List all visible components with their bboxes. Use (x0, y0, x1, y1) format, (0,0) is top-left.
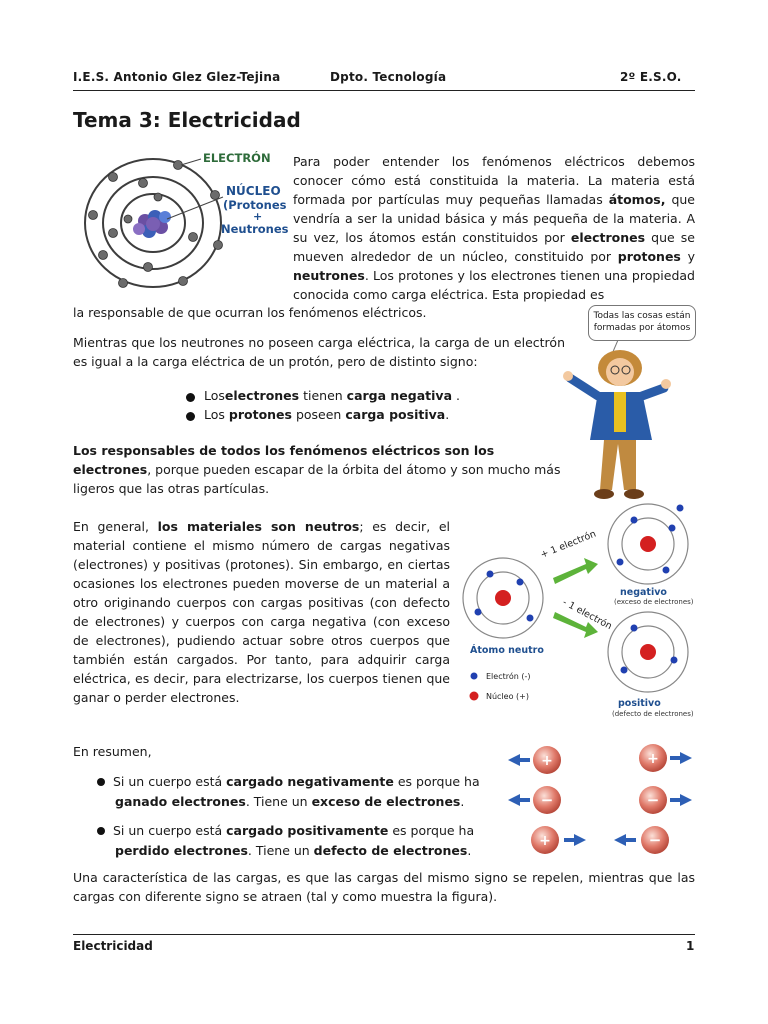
bullet-bold: electrones (224, 388, 300, 403)
responsible-bold: Los responsables de todos los fenómenos eléctricos son los electrones (73, 443, 495, 477)
charge-sign: − (646, 791, 660, 809)
arrow-left-icon (508, 794, 530, 806)
bullet-bold: protones (228, 407, 292, 422)
intro-text-2: que vendría a ser la unidad básica y más pequeña de la materia. A su vez, los átomos están constituidos por (293, 192, 695, 245)
negative-label: negativo (620, 587, 667, 598)
charge-sign: − (648, 831, 662, 849)
summary-bullet-positive (97, 821, 502, 861)
intro-bold-atoms: átomos, (608, 192, 666, 207)
summary-bold: cargado negativamente (226, 774, 394, 789)
responsible-rest: , porque pueden escapar de la órbita del átomo y son mucho más ligeros que las otras partículas. (73, 462, 561, 496)
bullet-dot (97, 827, 105, 835)
positive-label: positivo (618, 698, 661, 709)
bullet-dot (186, 393, 195, 402)
intro-bold-electrons: electrones (570, 230, 646, 245)
summary-bullet-negative (97, 772, 502, 812)
neutral-atom (463, 558, 543, 638)
charge-sign: − (540, 791, 554, 809)
legend-electron-dot (471, 673, 478, 680)
summary-text: es porque ha (388, 823, 475, 838)
intro-text-3: que se mueven alrededor de un núcleo, constituido por (293, 230, 695, 264)
summary-bold: cargado positivamente (226, 823, 389, 838)
speech-bubble-text: Todas las cosas están formadas por átomos (593, 311, 691, 333)
charge-paragraph: Mientras que los neutrones no poseen carga eléctrica, la carga de un electrón es igual a la carga eléctrica de un protón, pero de distinto signo: (73, 335, 565, 369)
electron-pointer (181, 159, 201, 165)
general-paragraph (73, 517, 450, 707)
negative-sub-label: (exceso de electrones) (614, 598, 694, 606)
nucleus (133, 210, 171, 238)
arrow-left-icon (614, 834, 636, 846)
summary-intro: En resumen, (73, 744, 152, 759)
charge-sign: + (541, 753, 553, 769)
footer-rule (73, 934, 695, 935)
general-text-2: ; es decir, el material contiene el mismo número de cargas negativas (electrones) y positivas (protones). Sin embargo, en ciertas ocasiones los electrones pueden moverse de un material a otro originando cuerpos con cargas positivas (con defecto de electrones) y cuerpos con carga negativa (con exceso de electrones), pudiendo actuar sobre otros cuerpos que también están cargados. Por tanto, para adquirir carga eléctrica, es decir, para electrizarse, los cuerpos tienen que ganar o perder electrones. (73, 519, 450, 705)
summary-bold: exceso de electrones (311, 794, 461, 809)
general-bold: los materiales son neutros (157, 519, 360, 534)
header-department: Dpto. Tecnología (330, 70, 447, 84)
charges-interaction-diagram (500, 742, 700, 860)
summary-text: es porque ha (393, 774, 480, 789)
bullet-dot (97, 778, 105, 786)
speech-bubble (588, 305, 696, 341)
footer-title: Electricidad (73, 939, 153, 953)
bullet-text: . (445, 407, 450, 422)
charge-bullet-electrons (186, 388, 460, 403)
neutral-atom-label: Átomo neutro (470, 645, 544, 656)
bullet-dot (186, 412, 195, 421)
intro-bold-protons: protones (617, 249, 681, 264)
scientist-illustration (560, 340, 680, 505)
pair-plus-minus (531, 826, 669, 854)
bullet-text: poseen (291, 407, 346, 422)
nucleus-protons-label: (Protones (223, 198, 287, 212)
summary-text: . (460, 794, 465, 809)
general-text-1: En general, (73, 519, 158, 534)
header-rule (73, 90, 695, 91)
minus-electron-label: - 1 electrón (560, 596, 614, 633)
summary-text: Si un cuerpo está (113, 823, 227, 838)
legend-nucleus-dot (470, 692, 479, 701)
plus-electron-label: + 1 electrón (539, 528, 598, 561)
bullet-text: Los (204, 407, 229, 422)
pair-minus-minus (508, 786, 692, 814)
nucleus-neutrons-label: Neutrones (221, 222, 289, 236)
positive-ion (608, 612, 688, 692)
responsible-paragraph (73, 441, 563, 498)
intro-text-5: . Los protones y los electrones tienen una propiedad conocida como carga eléctrica. Esta propiedad es (293, 268, 695, 302)
bullet-text: Los (204, 388, 225, 403)
nucleus-label: NÚCLEO (226, 184, 281, 198)
arrow-right-icon (670, 752, 692, 764)
bullet-text: tienen (299, 388, 347, 403)
arrow-right-icon (564, 834, 586, 846)
arrow-left-icon (508, 754, 530, 766)
charge-bullet-protons (186, 407, 449, 422)
summary-text: . Tiene un (245, 794, 312, 809)
nucleus-pointer (167, 197, 223, 219)
legend-nucleus-label: Núcleo (+) (486, 692, 529, 701)
legend-electron-label: Electrón (-) (486, 672, 531, 681)
pair-plus-plus (508, 744, 692, 774)
ion-diagram (458, 500, 698, 725)
closing-paragraph: Una característica de las cargas, es que las cargas del mismo signo se repelen, mientras que las cargas con diferente signo se atraen (tal y como muestra la figura). (73, 870, 695, 904)
summary-text: . Tiene un (247, 843, 314, 858)
arrow-gain (553, 558, 598, 584)
summary-text: Si un cuerpo está (113, 774, 227, 789)
summary-bold: perdido electrones (115, 843, 248, 858)
bullet-text: . (452, 388, 460, 403)
intro-text-4: y (680, 249, 695, 264)
atom-diagram (73, 145, 293, 295)
intro-text-1: Para poder entender los fenómenos eléctricos debemos conocer cómo está constituida la materia. La materia está formada por partículas muy pequeñas llamadas (293, 154, 695, 207)
intro-bold-neutrons: neutrones (293, 268, 365, 283)
arrow-right-icon (670, 794, 692, 806)
nucleus-plus-label: + (253, 210, 263, 223)
summary-bold: ganado electrones (115, 794, 246, 809)
intro-paragraph (293, 152, 695, 304)
header-course: 2º E.S.O. (620, 70, 682, 84)
summary-bold: defecto de electrones (313, 843, 468, 858)
positive-sub-label: (defecto de electrones) (612, 710, 694, 718)
intro-paragraph-end: la responsable de que ocurran los fenómenos eléctricos. (73, 305, 427, 320)
page-title: Tema 3: Electricidad (73, 108, 301, 132)
page-number: 1 (686, 939, 695, 953)
charge-sign: + (647, 751, 659, 767)
electron-label: ELECTRÓN (203, 151, 271, 165)
summary-text: . (467, 843, 472, 858)
bullet-bold: carga positiva (345, 407, 446, 422)
bullet-bold: carga negativa (346, 388, 453, 403)
charge-sign: + (539, 833, 551, 849)
header-school: I.E.S. Antonio Glez Glez-Tejina (73, 70, 281, 84)
negative-ion (608, 504, 688, 584)
